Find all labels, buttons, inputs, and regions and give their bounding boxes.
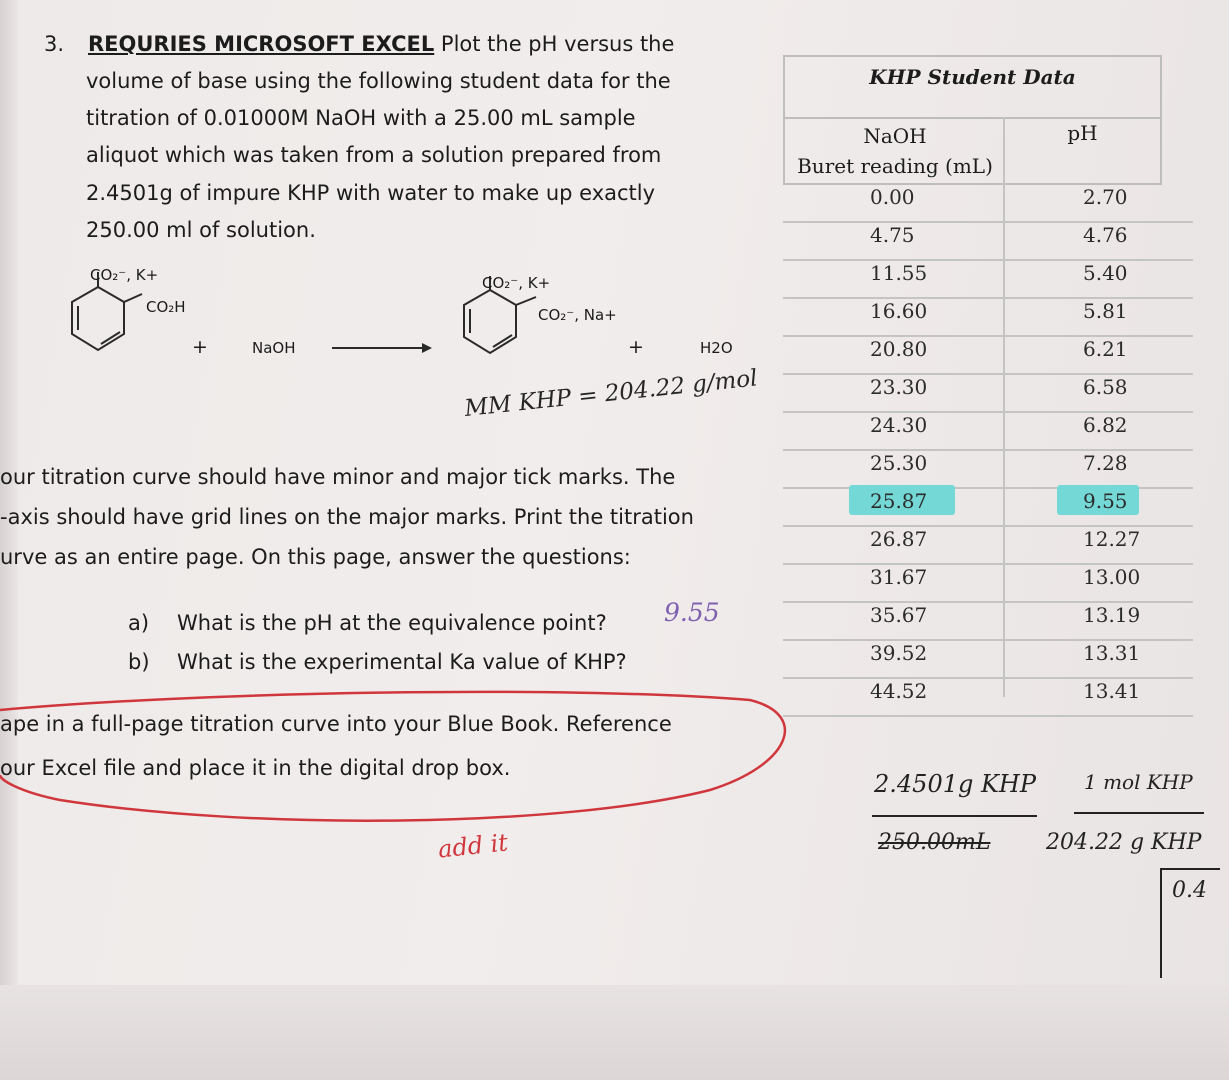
red-circle-annotation xyxy=(0,680,800,850)
handwritten-molar-mass: MM KHP = 204.22 g/mol xyxy=(463,365,759,422)
calc-bracket-top xyxy=(1160,868,1220,870)
table-row xyxy=(783,259,1193,299)
ph-cell: 5.40 xyxy=(1083,261,1128,285)
plus-sign-2: + xyxy=(628,336,644,358)
naoh-cell: 25.87 xyxy=(870,489,928,513)
calc-volume: 250.00mL xyxy=(878,830,991,855)
ph-cell: 13.41 xyxy=(1083,679,1141,703)
benzene-ring-product xyxy=(464,290,516,353)
table-title: KHP Student Data xyxy=(783,55,1162,119)
instruction-line-3: urve as an entire page. On this page, answer the questions: xyxy=(0,545,631,569)
red-note: add it xyxy=(436,828,510,864)
plus-sign-1: + xyxy=(192,336,208,358)
naoh-cell: 39.52 xyxy=(870,641,928,665)
ph-cell: 2.70 xyxy=(1083,185,1128,209)
question-number: 3. xyxy=(44,32,65,56)
ph-cell: 13.19 xyxy=(1083,603,1141,627)
calc-grams-khp: 2.4501g KHP xyxy=(874,770,1036,798)
calc-bracket xyxy=(1160,868,1162,978)
footer-line-2: our Excel file and place it in the digital drop box. xyxy=(0,756,511,780)
ph-cell: 12.27 xyxy=(1083,527,1141,551)
reactant-acid-group: CO₂H xyxy=(146,298,186,316)
ph-cell: 4.76 xyxy=(1083,223,1128,247)
question-line-3: titration of 0.01000M NaOH with a 25.00 mL sample xyxy=(86,106,636,130)
table-row xyxy=(783,221,1193,261)
instruction-line-1: our titration curve should have minor and major tick marks. The xyxy=(0,465,676,489)
ph-cell: 13.31 xyxy=(1083,641,1141,665)
col-header-naoh-line1: NaOH xyxy=(863,124,927,148)
question-line-4: aliquot which was taken from a solution prepared from xyxy=(86,143,662,167)
table-row xyxy=(783,449,1193,489)
naoh-cell: 16.60 xyxy=(870,299,928,323)
question-line-2: volume of base using the following student data for the xyxy=(86,69,671,93)
calc-molar-mass: 204.22 g KHP xyxy=(1046,830,1202,855)
ph-cell: 6.82 xyxy=(1083,413,1128,437)
col-header-ph: pH xyxy=(1067,121,1098,145)
binding-shadow xyxy=(0,0,18,1080)
sub-question-a: What is the pH at the equivalence point? xyxy=(177,611,607,635)
footer-line-1: ape in a full-page titration curve into your Blue Book. Reference xyxy=(0,712,672,736)
question-line-5: 2.4501g of impure KHP with water to make up exactly xyxy=(86,181,656,205)
sub-question-a-label: a) xyxy=(128,611,150,635)
table-row xyxy=(783,411,1193,451)
question-line-1: Plot the pH versus the xyxy=(440,32,675,56)
instruction-line-2: -axis should have grid lines on the major marks. Print the titration xyxy=(0,505,694,529)
col-header-naoh xyxy=(785,121,1005,181)
table-header-row xyxy=(783,117,1162,185)
table-row xyxy=(783,639,1193,679)
naoh-cell: 26.87 xyxy=(870,527,928,551)
table-row-highlighted xyxy=(783,487,1193,527)
table-row xyxy=(783,297,1193,337)
naoh-cell: 20.80 xyxy=(870,337,928,361)
naoh-cell: 31.67 xyxy=(870,565,928,589)
naoh-cell: 35.67 xyxy=(870,603,928,627)
ph-cell: 13.00 xyxy=(1083,565,1141,589)
benzene-ring-reactant xyxy=(72,287,124,350)
reaction-structures xyxy=(60,262,760,382)
naoh-cell: 23.30 xyxy=(870,375,928,399)
table-row xyxy=(783,525,1193,565)
question-line-6: 250.00 ml of solution. xyxy=(86,218,316,242)
ph-cell: 6.58 xyxy=(1083,375,1128,399)
fraction-bar-1 xyxy=(872,815,1037,817)
calc-mol-khp: 1 mol KHP xyxy=(1084,770,1193,794)
product-sodium-carboxylate: CO₂⁻, Na+ xyxy=(538,306,617,324)
naoh-cell: 44.52 xyxy=(870,679,928,703)
table-row xyxy=(783,563,1193,603)
ph-cell: 7.28 xyxy=(1083,451,1128,475)
naoh-cell: 4.75 xyxy=(870,223,915,247)
calc-result: 0.4 xyxy=(1172,878,1207,903)
handwritten-answer-a: 9.55 xyxy=(664,598,720,627)
col-header-naoh-line2: Buret reading (mL) xyxy=(797,154,993,178)
table-row xyxy=(783,677,1193,717)
sub-question-b-label: b) xyxy=(128,650,150,674)
water-product: H2O xyxy=(700,339,733,357)
reactant-carboxylate: CO₂⁻, K+ xyxy=(90,266,159,284)
product-carboxylate: CO₂⁻, K+ xyxy=(482,274,551,292)
sub-question-b: What is the experimental Ka value of KHP? xyxy=(177,650,627,674)
naoh-cell: 11.55 xyxy=(870,261,928,285)
question-title: REQURIES MICROSOFT EXCEL xyxy=(88,32,435,56)
question-first-line xyxy=(88,32,674,56)
fraction-bar-2 xyxy=(1074,812,1204,814)
ph-cell: 5.81 xyxy=(1083,299,1128,323)
page-fold xyxy=(0,985,1229,1080)
naoh-cell: 0.00 xyxy=(870,185,915,209)
table-row xyxy=(783,601,1193,641)
ph-cell: 9.55 xyxy=(1083,489,1128,513)
ph-cell: 6.21 xyxy=(1083,337,1128,361)
reaction-scheme xyxy=(60,262,760,382)
reaction-arrow-head xyxy=(422,343,432,353)
table-row xyxy=(783,335,1193,375)
table-row xyxy=(783,373,1193,413)
table-row xyxy=(783,183,1193,223)
naoh-cell: 25.30 xyxy=(870,451,928,475)
reagent-naoh: NaOH xyxy=(252,339,296,357)
naoh-cell: 24.30 xyxy=(870,413,928,437)
